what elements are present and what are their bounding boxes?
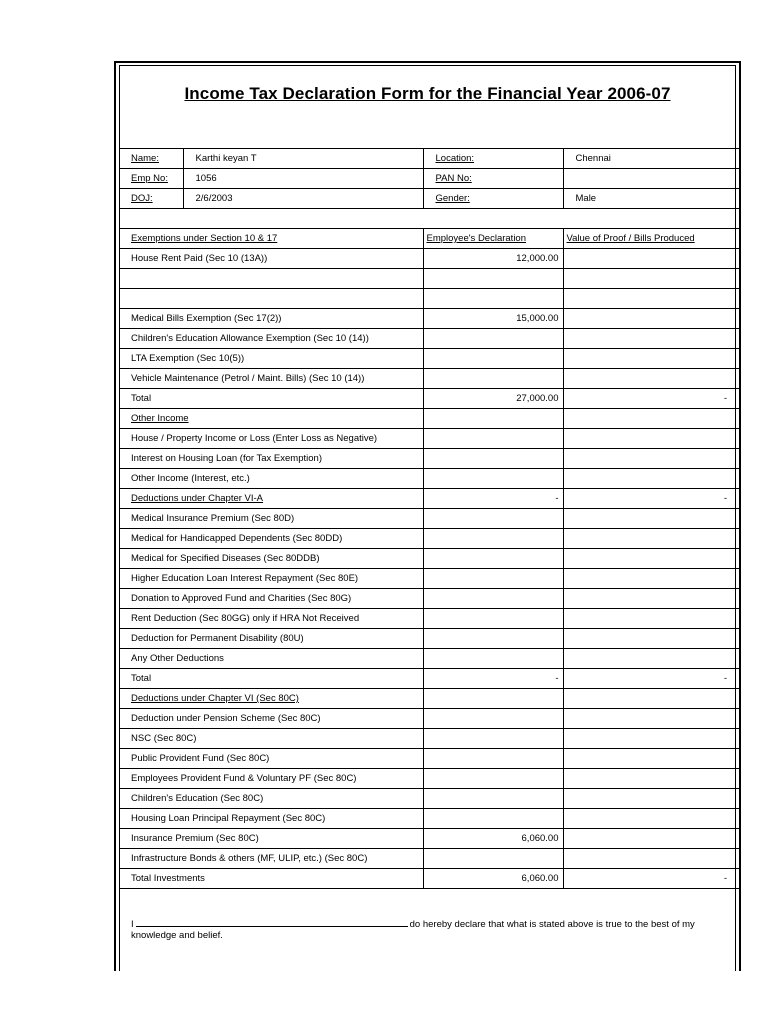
table-row: [119, 509, 739, 529]
name-label: Name:: [119, 149, 183, 169]
row-label: Public Provident Fund (Sec 80C): [119, 749, 423, 769]
proof-value-cell[interactable]: -: [563, 869, 739, 889]
declaration-line2: knowledge and belief.: [131, 930, 223, 941]
table-row: [119, 429, 739, 449]
table-row: [119, 529, 739, 549]
proof-value-cell[interactable]: [563, 429, 739, 449]
employee-declaration-cell[interactable]: 15,000.00: [423, 309, 563, 329]
table-row: [119, 789, 739, 809]
declaration-table: [119, 148, 739, 889]
employee-declaration-cell[interactable]: [423, 349, 563, 369]
header-proof: Value of Proof / Bills Produced: [563, 229, 739, 249]
proof-value-cell[interactable]: [563, 589, 739, 609]
doj-value[interactable]: 2/6/2003: [183, 189, 423, 209]
declarant-name-line[interactable]: [136, 918, 408, 927]
proof-value-cell[interactable]: [563, 789, 739, 809]
employee-declaration-cell[interactable]: [423, 469, 563, 489]
employee-declaration-cell[interactable]: 27,000.00: [423, 389, 563, 409]
row-label: Medical Bills Exemption (Sec 17(2)): [119, 309, 423, 329]
location-label: Location:: [423, 149, 563, 169]
row-label: Children's Education (Sec 80C): [119, 789, 423, 809]
table-row: [119, 869, 739, 889]
emp-no-label: Emp No:: [119, 169, 183, 189]
header-declaration: Employee's Declaration: [423, 229, 563, 249]
row-label: Total: [119, 389, 423, 409]
employee-declaration-cell[interactable]: 6,060.00: [423, 829, 563, 849]
row-label: Deductions under Chapter VI-A: [119, 489, 423, 509]
employee-declaration-cell[interactable]: [423, 329, 563, 349]
proof-value-cell[interactable]: [563, 549, 739, 569]
spacer-row: [119, 209, 739, 229]
employee-declaration-cell[interactable]: 6,060.00: [423, 869, 563, 889]
employee-declaration-cell[interactable]: [423, 369, 563, 389]
row-label: Housing Loan Principal Repayment (Sec 80C): [119, 809, 423, 829]
row-label: House / Property Income or Loss (Enter Loss as Negative): [119, 429, 423, 449]
employee-declaration-cell[interactable]: [423, 689, 563, 709]
employee-declaration-cell[interactable]: [423, 849, 563, 869]
declaration-prefix: I: [131, 919, 134, 930]
row-label: Medical for Handicapped Dependents (Sec 80DD): [119, 529, 423, 549]
proof-value-cell[interactable]: [563, 629, 739, 649]
proof-value-cell[interactable]: [563, 709, 739, 729]
employee-declaration-cell[interactable]: [423, 749, 563, 769]
proof-value-cell[interactable]: -: [563, 489, 739, 509]
row-label: Total: [119, 669, 423, 689]
row-label: Deductions under Chapter VI (Sec 80C): [119, 689, 423, 709]
employee-declaration-cell[interactable]: -: [423, 489, 563, 509]
table-row: [119, 629, 739, 649]
row-label: Medical Insurance Premium (Sec 80D): [119, 509, 423, 529]
proof-value-cell[interactable]: -: [563, 669, 739, 689]
employee-declaration-cell[interactable]: [423, 789, 563, 809]
name-value[interactable]: Karthi keyan T: [183, 149, 423, 169]
spacer-cell: [119, 209, 739, 229]
table-row: [119, 849, 739, 869]
table-row: [119, 349, 739, 369]
declaration-text: [131, 918, 731, 941]
employee-declaration-cell[interactable]: [423, 549, 563, 569]
table-row: [119, 389, 739, 409]
location-value[interactable]: Chennai: [563, 149, 739, 169]
table-row: [119, 809, 739, 829]
table-row: [119, 369, 739, 389]
row-label: Any Other Deductions: [119, 649, 423, 669]
employee-declaration-cell[interactable]: [423, 709, 563, 729]
proof-value-cell[interactable]: [563, 729, 739, 749]
proof-value-cell[interactable]: [563, 749, 739, 769]
row-label: House Rent Paid (Sec 10 (13A)): [119, 249, 423, 269]
proof-value-cell[interactable]: [563, 309, 739, 329]
proof-value-cell[interactable]: [563, 249, 739, 269]
row-label: Medical for Specified Diseases (Sec 80DDB): [119, 549, 423, 569]
proof-value-cell[interactable]: [563, 509, 739, 529]
employee-declaration-cell[interactable]: [423, 629, 563, 649]
pan-value[interactable]: [563, 169, 739, 189]
table-row: [119, 829, 739, 849]
proof-value-cell[interactable]: [563, 569, 739, 589]
table-row: [119, 729, 739, 749]
row-label: Employees Provident Fund & Voluntary PF (Sec 80C): [119, 769, 423, 789]
table-row: [119, 569, 739, 589]
table-row: [119, 489, 739, 509]
table-row: [119, 409, 739, 429]
row-label: LTA Exemption (Sec 10(5)): [119, 349, 423, 369]
row-label: Deduction under Pension Scheme (Sec 80C): [119, 709, 423, 729]
proof-value-cell[interactable]: [563, 329, 739, 349]
proof-value-cell[interactable]: [563, 689, 739, 709]
table-row: [119, 329, 739, 349]
proof-value-cell[interactable]: [563, 289, 739, 309]
employee-declaration-cell[interactable]: -: [423, 669, 563, 689]
table-row: [119, 589, 739, 609]
employee-declaration-cell[interactable]: [423, 409, 563, 429]
table-row: [119, 469, 739, 489]
row-label: Other Income (Interest, etc.): [119, 469, 423, 489]
row-label: Interest on Housing Loan (for Tax Exemption): [119, 449, 423, 469]
proof-value-cell[interactable]: -: [563, 389, 739, 409]
proof-value-cell[interactable]: [563, 449, 739, 469]
employee-declaration-cell[interactable]: [423, 529, 563, 549]
row-label: Other Income: [119, 409, 423, 429]
proof-value-cell[interactable]: [563, 469, 739, 489]
employee-declaration-cell[interactable]: [423, 509, 563, 529]
proof-value-cell[interactable]: [563, 609, 739, 629]
employee-declaration-cell[interactable]: [423, 269, 563, 289]
row-label: Deduction for Permanent Disability (80U): [119, 629, 423, 649]
table-row: [119, 689, 739, 709]
proof-value-cell[interactable]: [563, 409, 739, 429]
row-label: Infrastructure Bonds & others (MF, ULIP, etc.) (Sec 80C): [119, 849, 423, 869]
employee-declaration-cell[interactable]: [423, 289, 563, 309]
row-label: Vehicle Maintenance (Petrol / Maint. Bills) (Sec 10 (14)): [119, 369, 423, 389]
proof-value-cell[interactable]: [563, 829, 739, 849]
table-row: [119, 709, 739, 729]
pan-label: PAN No:: [423, 169, 563, 189]
emp-no-value[interactable]: 1056: [183, 169, 423, 189]
table-row: [119, 449, 739, 469]
proof-value-cell[interactable]: [563, 349, 739, 369]
row-doj: [119, 189, 739, 209]
proof-value-cell[interactable]: [563, 269, 739, 289]
gender-value[interactable]: Male: [563, 189, 739, 209]
row-label: Donation to Approved Fund and Charities (Sec 80G): [119, 589, 423, 609]
table-row: [119, 769, 739, 789]
proof-value-cell[interactable]: [563, 369, 739, 389]
row-label: Rent Deduction (Sec 80GG) only if HRA Not Received: [119, 609, 423, 629]
proof-value-cell[interactable]: [563, 809, 739, 829]
employee-declaration-cell[interactable]: [423, 649, 563, 669]
proof-value-cell[interactable]: [563, 849, 739, 869]
employee-declaration-cell[interactable]: [423, 569, 563, 589]
proof-value-cell[interactable]: [563, 649, 739, 669]
proof-value-cell[interactable]: [563, 769, 739, 789]
row-name: [119, 149, 739, 169]
row-label: Insurance Premium (Sec 80C): [119, 829, 423, 849]
table-row: [119, 249, 739, 269]
row-label: NSC (Sec 80C): [119, 729, 423, 749]
employee-declaration-cell[interactable]: [423, 769, 563, 789]
header-row: [119, 229, 739, 249]
employee-declaration-cell[interactable]: 12,000.00: [423, 249, 563, 269]
form-title: Income Tax Declaration Form for the Financial Year 2006-07: [184, 84, 671, 103]
declaration-suffix: do hereby declare that what is stated above is true to the best of my: [409, 919, 695, 930]
table-row: [119, 609, 739, 629]
employee-declaration-cell[interactable]: [423, 449, 563, 469]
header-section: Exemptions under Section 10 & 17: [119, 229, 423, 249]
proof-value-cell[interactable]: [563, 529, 739, 549]
row-label: Higher Education Loan Interest Repayment (Sec 80E): [119, 569, 423, 589]
row-emp-no: [119, 169, 739, 189]
table-row: [119, 269, 739, 289]
table-row: [119, 669, 739, 689]
table-row: [119, 309, 739, 329]
employee-declaration-cell[interactable]: [423, 609, 563, 629]
table-row: [119, 289, 739, 309]
gender-label: Gender:: [423, 189, 563, 209]
employee-declaration-cell[interactable]: [423, 729, 563, 749]
table-row: [119, 749, 739, 769]
employee-declaration-cell[interactable]: [423, 429, 563, 449]
employee-declaration-cell[interactable]: [423, 589, 563, 609]
table-row: [119, 549, 739, 569]
employee-declaration-cell[interactable]: [423, 809, 563, 829]
row-label: Children's Education Allowance Exemption (Sec 10 (14)): [119, 329, 423, 349]
row-label: Total Investments: [119, 869, 423, 889]
doj-label: DOJ:: [119, 189, 183, 209]
table-row: [119, 649, 739, 669]
row-label: [119, 289, 423, 309]
row-label: [119, 269, 423, 289]
